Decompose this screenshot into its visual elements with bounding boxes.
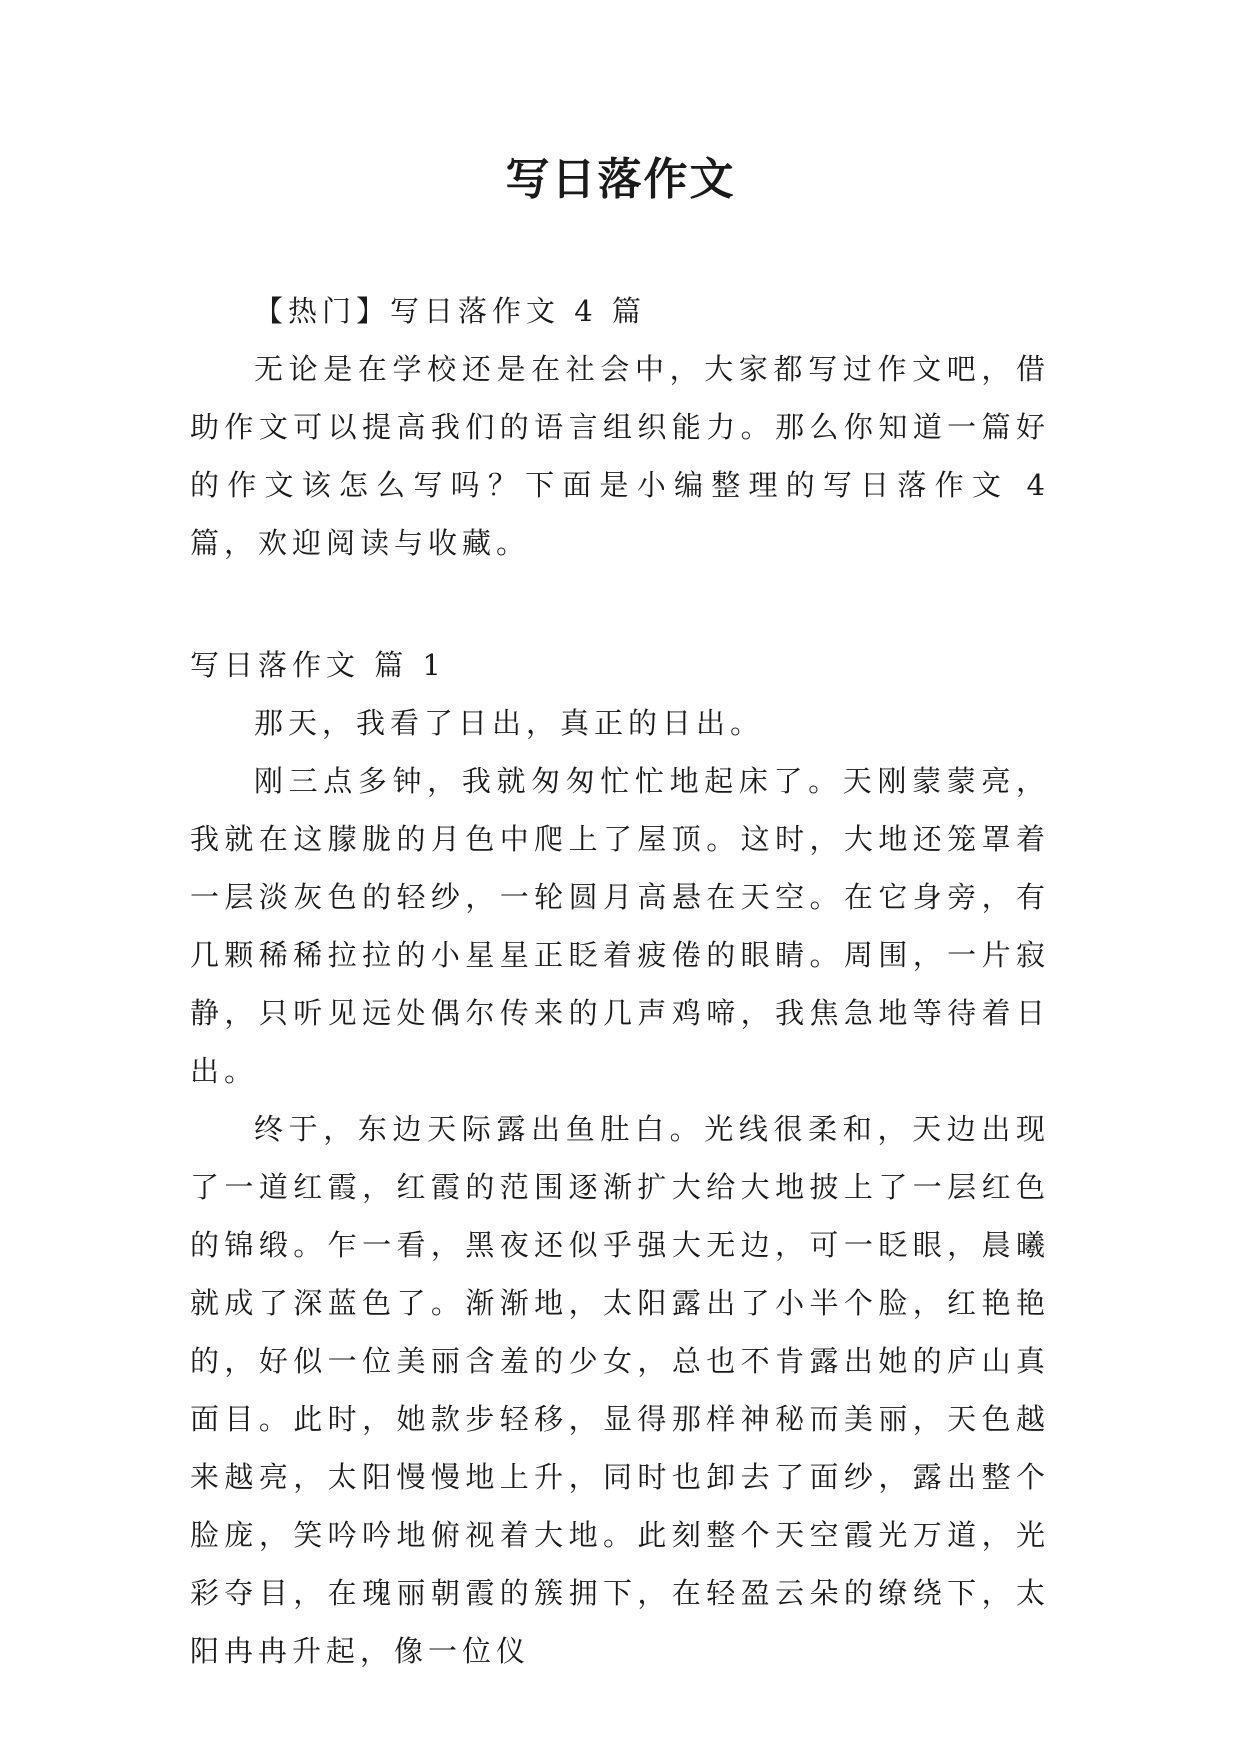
body-paragraph: 终于，东边天际露出鱼肚白。光线很柔和，天边出现了一道红霞，红霞的范围逐渐扩大给大地披上了一层红色的锦缎。乍一看，黑夜还似乎强大无边，可一眨眼，晨曦就成了深蓝色了。渐渐地，太阳露出了小半个脸，红艳艳的，好似一位美丽含羞的少女，总也不肯露出她的庐山真面目。此时，她款步轻移，显得那样神秘而美丽，天色越来越亮，太阳慢慢地上升，同时也卸去了面纱，露出整个脸庞，笑吟吟地俯视着大地。此刻整个天空霞光万道，光彩夺目，在瑰丽朝霞的簇拥下，在轻盈云朵的缭绕下，太阳冉冉升起，像一位仪 [190, 1112, 1050, 1668]
section-title: 写日落作文 篇 1 [190, 648, 446, 682]
document-title: 写日落作文 [505, 154, 736, 205]
intro-paragraph: 无论是在学校还是在社会中，大家都写过作文吧，借助作文可以提高我们的语言组织能力。那么你知道一篇好的作文该怎么写吗？下面是小编整理的写日落作文 4 篇，欢迎阅读与收藏。 [190, 352, 1050, 560]
document-body [190, 282, 1050, 1680]
body-paragraph: 那天，我看了日出，真正的日出。 [254, 706, 765, 740]
document-subtitle: 【热门】写日落作文 4 篇 [254, 294, 646, 328]
body-paragraph: 刚三点多钟，我就匆匆忙忙地起床了。天刚蒙蒙亮，我就在这朦胧的月色中爬上了屋顶。这时，大地还笼罩着一层淡灰色的轻纱，一轮圆月高悬在天空。在它身旁，有几颗稀稀拉拉的小星星正眨着疲倦的眼睛。周围，一片寂静，只听见远处偶尔传来的几声鸡啼，我焦急地等待着日出。 [190, 764, 1050, 1088]
